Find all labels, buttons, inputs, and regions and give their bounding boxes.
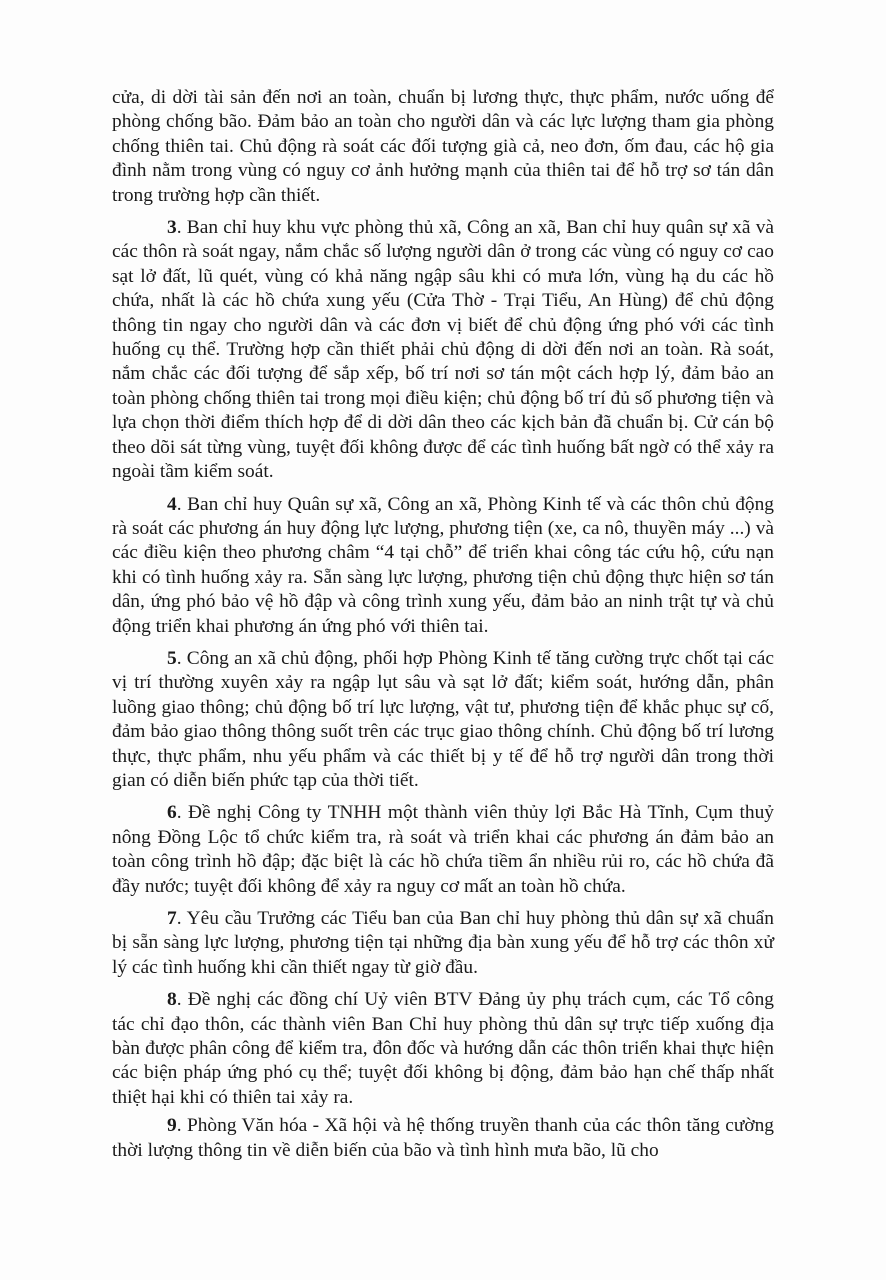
item-number: 8 xyxy=(167,989,177,1011)
paragraph-item-8 xyxy=(112,988,774,1110)
paragraph-continuation xyxy=(112,86,774,208)
paragraph-item-9 xyxy=(112,1114,774,1163)
paragraph-text: cửa, di dời tài sản đến nơi an toàn, chuẩn bị lương thực, thực phẩm, nước uống để phòng chống bão. Đảm bảo an toàn cho người dân và các lực lượng tham gia phòng chống thiên tai. Chủ động rà soát các đối tượng già cả, neo đơn, ốm đau, các hộ gia đình nằm trong vùng có nguy cơ ảnh hưởng mạnh của thiên tai để hỗ trợ sơ tán dân trong trường hợp cần thiết. xyxy=(112,87,774,206)
paragraph-text: . Ban chỉ huy khu vực phòng thủ xã, Công an xã, Ban chỉ huy quân sự xã và các thôn rà soát ngay, nắm chắc số lượng người dân ở trong các vùng có nguy cơ cao sạt lở đất, lũ quét, vùng có khả năng ngập sâu khi có mưa lớn, vùng hạ du các hồ chứa, nhất là các hồ chứa xung yếu (Cửa Thờ - Trại Tiểu, An Hùng) để chủ động thông tin ngay cho người dân và các đơn vị biết để chủ động ứng phó với các tình huống cụ thể. Trường hợp cần thiết phải chủ động di dời đến nơi an toàn. Rà soát, nắm chắc các đối tượng để sắp xếp, bố trí nơi sơ tán một cách hợp lý, đảm bảo an toàn phòng chống thiên tai trong mọi điều kiện; chủ động bố trí đủ số phương tiện và lựa chọn thời điểm thích hợp để di dời dân theo các kịch bản đã chuẩn bị. Cử cán bộ theo dõi sát từng vùng, tuyệt đối không được để các tình huống bất ngờ có thể xảy ra ngoài tầm kiểm soát. xyxy=(112,217,774,483)
paragraph-text: . Công an xã chủ động, phối hợp Phòng Kinh tế tăng cường trực chốt tại các vị trí thường xuyên xảy ra ngập lụt sâu và sạt lở đất; kiểm soát, hướng dẫn, phân luồng giao thông; chủ động bố trí lực lượng, vật tư, phương tiện để khắc phục sự cố, đảm bảo giao thông thông suốt trên các trục giao thông chính. Chủ động bố trí lương thực, thực phẩm, nhu yếu phẩm và các thiết bị y tế để hỗ trợ người dân trong thời gian có diễn biến phức tạp của thời tiết. xyxy=(112,647,774,791)
paragraph-item-5 xyxy=(112,647,774,793)
item-number: 4 xyxy=(167,493,177,515)
item-number: 7 xyxy=(167,908,177,929)
paragraph-text: . Đề nghị các đồng chí Uỷ viên BTV Đảng ủy phụ trách cụm, các Tổ công tác chỉ đạo thôn, các thành viên Ban Chỉ huy phòng thủ dân sự trực tiếp xuống địa bàn được phân công để kiểm tra, đôn đốc và hướng dẫn các thôn triển khai thực hiện các biện pháp ứng phó cụ thể; tuyệt đối không bị động, đảm bảo hạn chế thấp nhất thiệt hại khi có thiên tai xảy ra. xyxy=(112,989,774,1108)
paragraph-item-7 xyxy=(112,907,774,980)
paragraph-item-3 xyxy=(112,216,774,484)
paragraph-text: . Ban chỉ huy Quân sự xã, Công an xã, Phòng Kinh tế và các thôn chủ động rà soát các phương án huy động lực lượng, phương tiện (xe, ca nô, thuyền máy ...) và các điều kiện theo phương châm “4 tại chỗ” để triển khai công tác cứu hộ, cứu nạn khi có tình huống xảy ra. Sẵn sàng lực lượng, phương tiện chủ động thực hiện sơ tán dân, ứng phó bảo vệ hồ đập và công trình xung yếu, đảm bảo an ninh trật tự và chủ động triển khai phương án ứng phó với thiên tai. xyxy=(112,493,774,637)
paragraph-text: . Đề nghị Công ty TNHH một thành viên thủy lợi Bắc Hà Tĩnh, Cụm thuỷ nông Đồng Lộc tổ chức kiểm tra, rà soát và triển khai các phương án đảm bảo an toàn công trình hồ đập; đặc biệt là các hồ chứa tiềm ẩn nhiều rủi ro, các hồ chứa đã đầy nước; tuyệt đối không để xảy ra nguy cơ mất an toàn hồ chứa. xyxy=(112,802,774,897)
paragraph-text: . Phòng Văn hóa - Xã hội và hệ thống truyền thanh của các thôn tăng cường thời lượng thông tin về diễn biến của bão và tình hình mưa bão, lũ cho xyxy=(112,1115,774,1161)
item-number: 3 xyxy=(167,217,177,239)
item-number: 6 xyxy=(167,802,177,824)
paragraph-item-6 xyxy=(112,801,774,899)
paragraph-item-4 xyxy=(112,493,774,639)
paragraph-text: . Yêu cầu Trưởng các Tiểu ban của Ban chỉ huy phòng thủ dân sự xã chuẩn bị sẵn sàng lực lượng, phương tiện tại những địa bàn xung yếu để hỗ trợ các thôn xử lý các tình huống khi cần thiết ngay từ giờ đầu. xyxy=(112,908,774,978)
item-number: 5 xyxy=(167,647,177,669)
item-number: 9 xyxy=(167,1115,177,1137)
